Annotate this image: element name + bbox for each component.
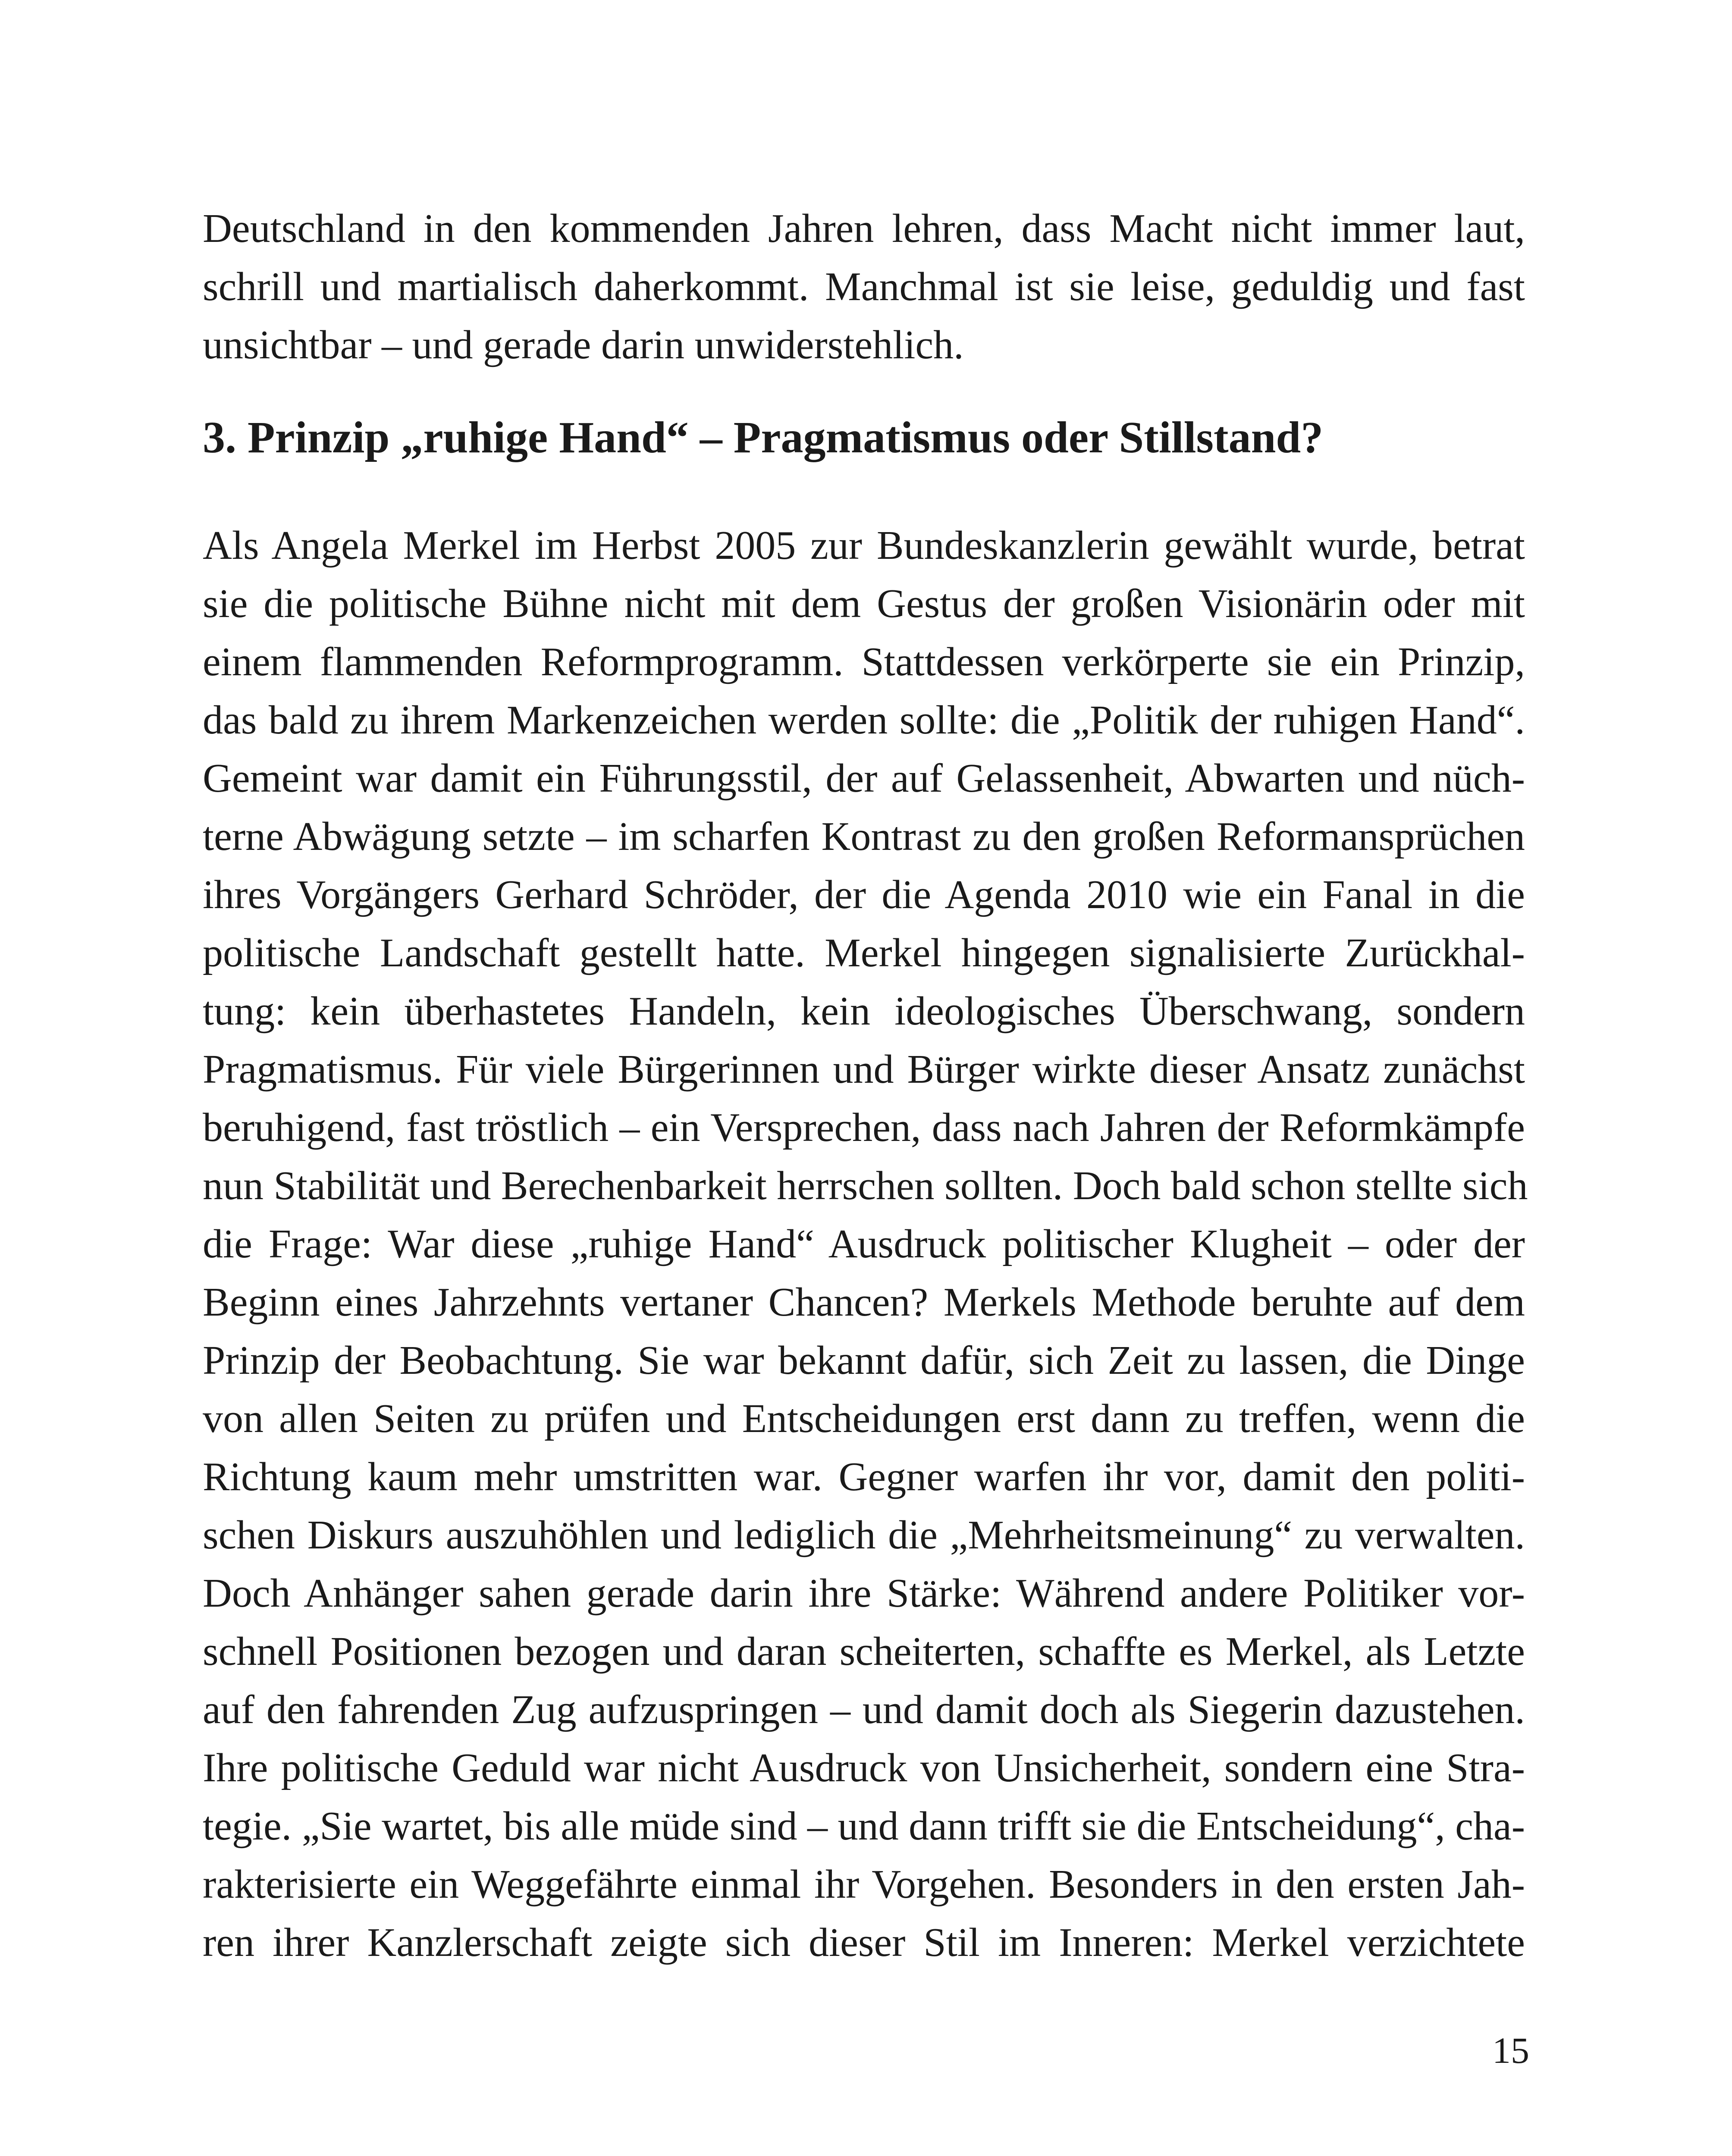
section-heading: 3. Prinzip „ruhige Hand“ – Pragmatismus oder Stillstand? bbox=[203, 413, 1324, 462]
body-line: Beginn eines Jahrzehnts vertaner Chancen? Merkels Methode beruhte auf dem bbox=[203, 1280, 1525, 1325]
body-line: sie die politische Bühne nicht mit dem Gestus der großen Visionärin oder mit bbox=[203, 581, 1525, 626]
intro-line: unsichtbar – und gerade darin unwiderstehlich. bbox=[203, 323, 964, 367]
body-line: tegie. „Sie wartet, bis alle müde sind – und dann trifft sie die Entscheidung“, cha- bbox=[203, 1804, 1525, 1849]
body-line: nun Stabilität und Berechenbarkeit herrschen sollten. Doch bald schon stellte sich bbox=[203, 1163, 1528, 1208]
body-line: beruhigend, fast tröstlich – ein Versprechen, dass nach Jahren der Reformkämpfe bbox=[203, 1105, 1525, 1150]
body-line: die Frage: War diese „ruhige Hand“ Ausdruck politischer Klugheit – oder der bbox=[203, 1222, 1525, 1266]
body-line: das bald zu ihrem Markenzeichen werden sollte: die „Politik der ruhigen Hand“. bbox=[203, 698, 1525, 743]
intro-line: Deutschland in den kommenden Jahren lehren, dass Macht nicht immer laut, bbox=[203, 206, 1525, 251]
body-line: Prinzip der Beobachtung. Sie war bekannt dafür, sich Zeit zu lassen, die Dinge bbox=[203, 1338, 1525, 1383]
body-line: einem flammenden Reformprogramm. Stattdessen verkörperte sie ein Prinzip, bbox=[203, 639, 1525, 684]
body-line: politische Landschaft gestellt hatte. Merkel hingegen signalisierte Zurückhal- bbox=[203, 931, 1525, 975]
body-line: ren ihrer Kanzlerschaft zeigte sich dieser Stil im Inneren: Merkel verzichtete bbox=[203, 1920, 1525, 1965]
body-line: schnell Positionen bezogen und daran scheiterten, schaffte es Merkel, als Letzte bbox=[203, 1629, 1525, 1674]
body-line: ihres Vorgängers Gerhard Schröder, der die Agenda 2010 wie ein Fanal in die bbox=[203, 872, 1525, 917]
body-line: Doch Anhänger sahen gerade darin ihre Stärke: Während andere Politiker vor- bbox=[203, 1571, 1525, 1616]
body-line: rakterisierte ein Weggefährte einmal ihr Vorgehen. Besonders in den ersten Jah- bbox=[203, 1862, 1525, 1907]
body-line: auf den fahrenden Zug aufzuspringen – und damit doch als Siegerin dazustehen. bbox=[203, 1687, 1525, 1732]
body-line: Gemeint war damit ein Führungsstil, der auf Gelassenheit, Abwarten und nüch- bbox=[203, 756, 1525, 801]
body-line: terne Abwägung setzte – im scharfen Kontrast zu den großen Reformansprüchen bbox=[203, 814, 1525, 859]
page-number: 15 bbox=[1492, 2030, 1529, 2071]
body-line: Ihre politische Geduld war nicht Ausdruck von Unsicherheit, sondern eine Stra- bbox=[203, 1745, 1525, 1790]
body-line: tung: kein überhastetes Handeln, kein ideologisches Überschwang, sondern bbox=[203, 989, 1525, 1034]
intro-line: schrill und martialisch daherkommt. Manchmal ist sie leise, geduldig und fast bbox=[203, 264, 1525, 309]
body-line: Richtung kaum mehr umstritten war. Gegner warfen ihr vor, damit den politi- bbox=[203, 1454, 1525, 1499]
body-line: Pragmatismus. Für viele Bürgerinnen und Bürger wirkte dieser Ansatz zunächst bbox=[203, 1047, 1525, 1092]
body-line: von allen Seiten zu prüfen und Entscheidungen erst dann zu treffen, wenn die bbox=[203, 1396, 1525, 1441]
body-line: Als Angela Merkel im Herbst 2005 zur Bundeskanzlerin gewählt wurde, betrat bbox=[203, 523, 1525, 568]
body-line: schen Diskurs auszuhöhlen und lediglich die „Mehrheitsmeinung“ zu verwalten. bbox=[203, 1513, 1525, 1557]
